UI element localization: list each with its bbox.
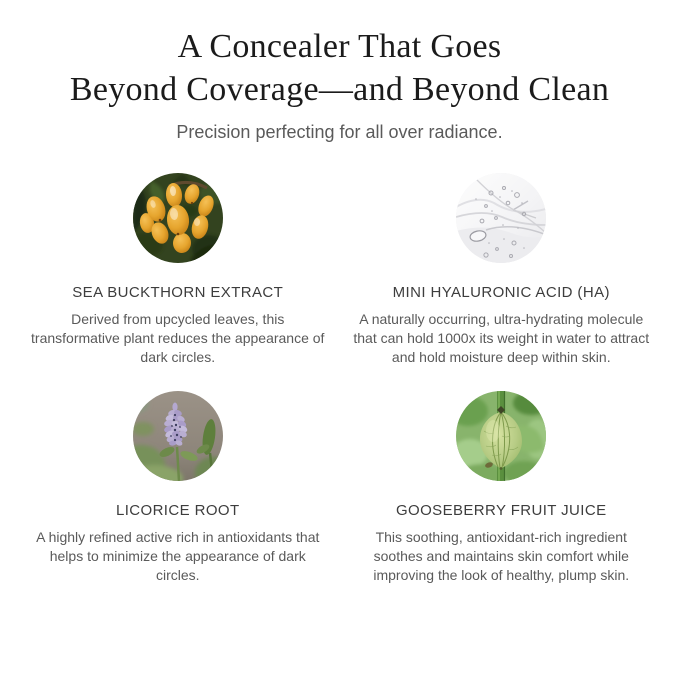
licorice-flower-image xyxy=(133,391,223,481)
ingredient-description: This soothing, antioxidant-rich ingredient soothes and maintains skin comfort while improving the look of healthy, plump skin. xyxy=(373,529,630,583)
ingredient-card-gooseberry xyxy=(340,391,664,585)
page-subtitle: Precision perfecting for all over radiance. xyxy=(176,122,503,142)
ingredient-name: GOOSEBERRY FRUIT JUICE xyxy=(395,502,607,519)
licorice-root-photo xyxy=(133,391,223,481)
ingredients-grid xyxy=(0,173,679,585)
gooseberry-husk-image xyxy=(456,391,546,481)
ingredient-card-sea-buckthorn xyxy=(16,173,340,367)
ingredient-name: SEA BUCKTHORN EXTRACT xyxy=(72,284,284,301)
header xyxy=(0,0,679,143)
sea-buckthorn-berries-image xyxy=(133,173,223,263)
ingredient-description: A highly refined active rich in antioxidants that helps to minimize the appearance of dark circles. xyxy=(36,529,320,583)
title-line-2: Beyond Coverage—and Beyond Clean xyxy=(69,71,610,108)
hyaluronic-acid-photo xyxy=(456,173,546,263)
ingredient-card-licorice-root xyxy=(16,391,340,585)
title-line-1: A Concealer That Goes xyxy=(177,28,502,65)
gooseberry-photo xyxy=(456,391,546,481)
ingredient-name: LICORICE ROOT xyxy=(115,502,240,519)
page-title xyxy=(0,25,679,111)
ingredient-card-hyaluronic-acid xyxy=(340,173,664,367)
ingredient-name: MINI HYALURONIC ACID (HA) xyxy=(392,284,610,301)
ingredient-description: A naturally occurring, ultra-hydrating molecule that can hold 1000x its weight in water to attract and hold moisture deep within skin. xyxy=(353,311,650,365)
sea-buckthorn-photo xyxy=(133,173,223,263)
ingredient-description: Derived from upcycled leaves, this transformative plant reduces the appearance of dark circles. xyxy=(31,311,325,365)
hyaluronic-gel-image xyxy=(456,173,546,263)
